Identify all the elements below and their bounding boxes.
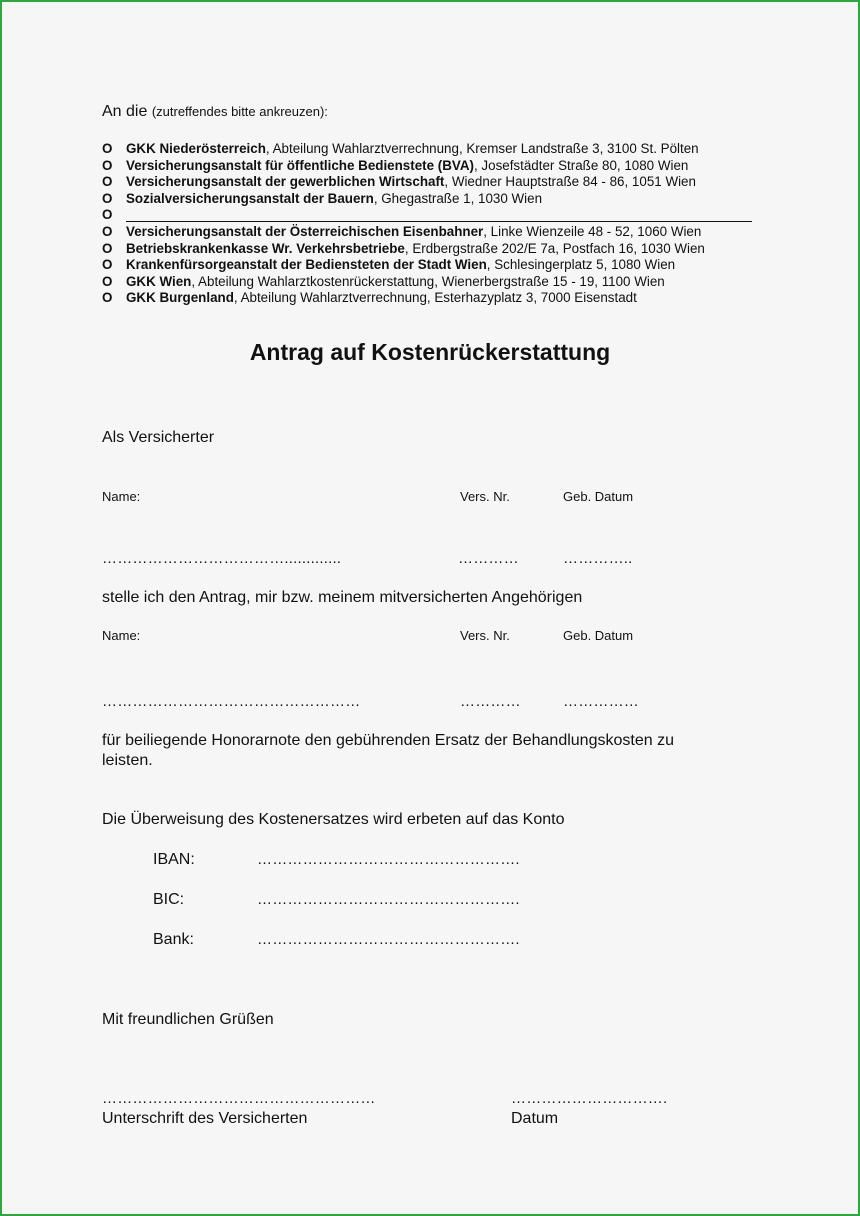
insured-heading: Als Versicherter: [102, 429, 215, 446]
recipient-address: , Wiedner Hauptstraße 84 - 86, 1051 Wien: [444, 174, 696, 190]
recipient-option[interactable]: [102, 274, 762, 291]
recipient-address: , Ghegastraße 1, 1030 Wien: [373, 190, 543, 206]
recipient-address: , Schlesingerplatz 5, 1080 Wien: [486, 257, 676, 273]
reimburse-text-line-1: für beiliegende Honorarnote den gebührenden Ersatz der Behandlungskosten zu: [102, 732, 674, 749]
signature-label: Unterschrift des Versicherten: [102, 1110, 308, 1127]
insured-vers-label: Vers. Nr.: [460, 489, 510, 504]
recipient-address: , Abteilung Wahlarztverrechnung, Esterhazyplatz 3, 7000 Eisenstadt: [233, 290, 637, 306]
signature-field[interactable]: ………………………………………………: [102, 1090, 376, 1107]
checkbox-marker[interactable]: O: [102, 190, 113, 206]
recipient-list: [102, 141, 762, 307]
checkbox-marker[interactable]: O: [102, 141, 113, 156]
recipient-address: , Josefstädter Straße 80, 1080 Wien: [473, 157, 689, 173]
date-label: Datum: [511, 1110, 559, 1127]
recipient-option[interactable]: [102, 290, 762, 307]
recipient-option[interactable]: [102, 257, 762, 274]
recipient-address: , Abteilung Wahlarztverrechnung, Kremser Landstraße 3, 3100 St. Pölten: [265, 141, 699, 156]
checkbox-marker[interactable]: O: [102, 257, 113, 273]
dependent-vers-field[interactable]: …………: [460, 693, 521, 710]
recipient-address: , Abteilung Wahlarztkostenrückerstattung, Wienerbergstraße 15 - 19, 1100 Wien: [191, 273, 665, 289]
addressee-prefix: An die: [102, 103, 148, 120]
recipient-name: Versicherungsanstalt der gewerblichen Wirtschaft: [126, 174, 445, 190]
checkbox-marker[interactable]: O: [102, 240, 113, 256]
recipient-option-blank[interactable]: [102, 207, 762, 224]
bic-field[interactable]: …………………………………………….: [257, 891, 520, 908]
insured-name-label: Name:: [102, 489, 141, 504]
iban-field[interactable]: …………………………………………….: [257, 851, 520, 868]
dependent-name-label: Name:: [102, 628, 141, 643]
recipient-name: GKK Niederösterreich: [126, 141, 266, 156]
transfer-text: Die Überweisung des Kostenersatzes wird erbeten auf das Konto: [102, 811, 565, 828]
recipient-name: GKK Burgenland: [126, 290, 234, 306]
insured-vers-field[interactable]: …………: [458, 550, 519, 567]
checkbox-marker[interactable]: O: [102, 223, 113, 239]
request-text: stelle ich den Antrag, mir bzw. meinem mitversicherten Angehörigen: [102, 589, 583, 606]
recipient-option[interactable]: [102, 158, 762, 175]
checkbox-marker[interactable]: O: [102, 273, 113, 289]
reimburse-text-line-2: leisten.: [102, 752, 153, 769]
checkbox-marker[interactable]: O: [102, 157, 113, 173]
recipient-name: GKK Wien: [126, 273, 192, 289]
checkbox-marker[interactable]: O: [102, 207, 113, 223]
recipient-address: , Erdbergstraße 202/E 7a, Postfach 16, 1030 Wien: [404, 240, 705, 256]
recipient-option[interactable]: [102, 241, 762, 258]
blank-fill-line[interactable]: [126, 221, 752, 222]
recipient-name: Versicherungsanstalt für öffentliche Bedienstete (BVA): [126, 157, 474, 173]
recipient-name: Betriebskrankenkasse Wr. Verkehrsbetriebe: [126, 240, 405, 256]
dependent-geb-field[interactable]: ……………: [563, 693, 639, 710]
closing-text: Mit freundlichen Grüßen: [102, 1011, 274, 1028]
recipient-option[interactable]: [102, 191, 762, 208]
addressee-note: (zutreffendes bitte ankreuzen):: [151, 104, 328, 119]
bic-label: BIC:: [153, 891, 185, 908]
recipient-option[interactable]: [102, 224, 762, 241]
recipient-option[interactable]: [102, 141, 762, 158]
addressee-intro: [102, 103, 328, 121]
insured-geb-field[interactable]: …………..: [563, 550, 633, 567]
recipient-name: Sozialversicherungsanstalt der Bauern: [126, 190, 374, 206]
dependent-name-field[interactable]: ……………………………………………: [102, 693, 361, 710]
checkbox-marker[interactable]: O: [102, 174, 113, 190]
insured-name-field[interactable]: ……………………………….............: [102, 550, 342, 567]
bank-field[interactable]: …………………………………………….: [257, 931, 520, 948]
bank-label: Bank:: [153, 931, 194, 948]
document-title: Antrag auf Kostenrückerstattung: [249, 339, 611, 365]
recipient-option[interactable]: [102, 174, 762, 191]
recipient-address: , Linke Wienzeile 48 - 52, 1060 Wien: [483, 223, 702, 239]
recipient-name: Versicherungsanstalt der Österreichischen Eisenbahner: [126, 223, 484, 239]
iban-label: IBAN:: [153, 851, 195, 868]
date-field[interactable]: ………………………….: [511, 1090, 668, 1107]
dependent-vers-label: Vers. Nr.: [460, 628, 510, 643]
checkbox-marker[interactable]: O: [102, 290, 113, 306]
insured-geb-label: Geb. Datum: [563, 489, 634, 504]
dependent-geb-label: Geb. Datum: [563, 628, 634, 643]
recipient-name: Krankenfürsorgeanstalt der Bediensteten der Stadt Wien: [126, 257, 487, 273]
